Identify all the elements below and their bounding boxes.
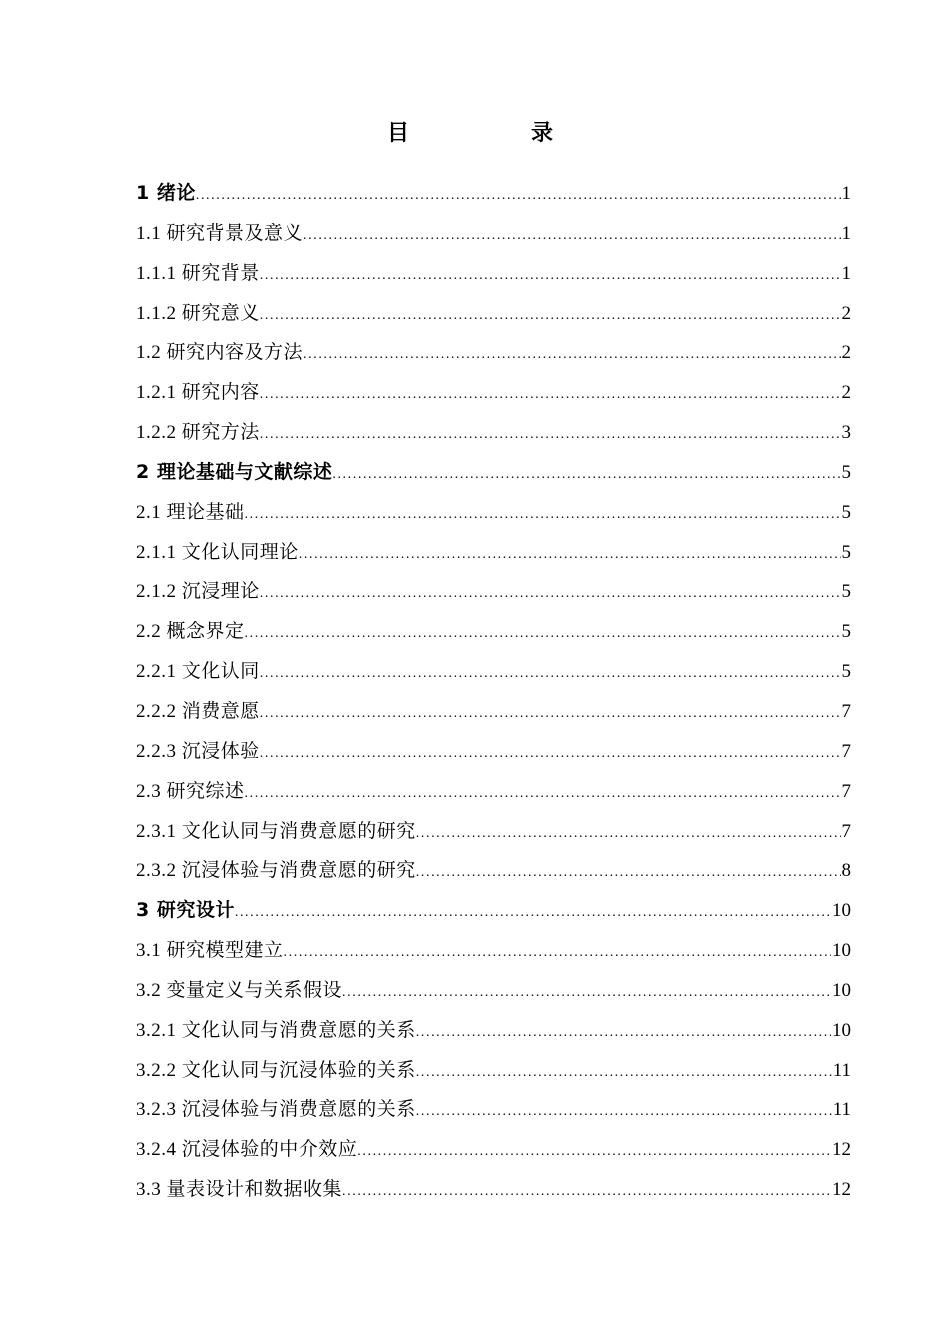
toc-entry-label: 3.2.2 文化认同与沉浸体验的关系: [136, 1059, 416, 1081]
toc-entry-label: 2.1.1 文化认同理论: [136, 541, 299, 563]
toc-dot-leader: [260, 694, 841, 734]
toc-dot-leader: [245, 774, 841, 814]
toc-page-number: 11: [832, 1099, 851, 1121]
toc-dot-leader: [416, 853, 841, 893]
toc-entry-label: 1.2.2 研究方法: [136, 422, 260, 444]
toc-page-number: 2: [841, 382, 851, 404]
toc-page-number: 7: [841, 740, 851, 762]
toc-entry[interactable]: [136, 1090, 851, 1130]
toc-page-number: 10: [832, 979, 851, 1001]
toc-page-number: 7: [841, 820, 851, 842]
toc-entry[interactable]: [136, 493, 851, 533]
toc-dot-leader: [299, 535, 841, 575]
toc-entry-label: 3 研究设计: [136, 899, 235, 922]
toc-entry[interactable]: [136, 214, 851, 254]
toc-entry[interactable]: [136, 772, 851, 812]
toc-page-number: 5: [841, 501, 851, 523]
toc-dot-leader: [303, 335, 840, 375]
toc-entry-label: 2.3.2 沉浸体验与消费意愿的研究: [136, 860, 416, 882]
toc-dot-leader: [416, 1013, 831, 1053]
toc-page-number: 1: [841, 262, 851, 284]
toc-entry[interactable]: [136, 851, 851, 891]
toc-entry-label: 2.1 理论基础: [136, 501, 245, 523]
toc-entry[interactable]: [136, 413, 851, 453]
toc-entry-label: 1.1 研究背景及意义: [136, 222, 304, 244]
toc-entry-label: 1.1.2 研究意义: [136, 302, 260, 324]
toc-entry[interactable]: [136, 572, 851, 612]
toc-entry-label: 3.1 研究模型建立: [136, 940, 284, 962]
toc-entry-label: 3.2.1 文化认同与消费意愿的关系: [136, 1019, 416, 1041]
toc-entry[interactable]: [136, 891, 851, 931]
toc-entry-label: 2.3.1 文化认同与消费意愿的研究: [136, 820, 416, 842]
toc-entry[interactable]: [136, 812, 851, 852]
toc-dot-leader: [245, 495, 841, 535]
toc-dot-leader: [260, 574, 841, 614]
toc-dot-leader: [332, 455, 840, 495]
toc-entry[interactable]: [136, 1051, 851, 1091]
toc-dot-leader: [260, 375, 841, 415]
toc-entry[interactable]: [136, 652, 851, 692]
toc-dot-leader: [260, 256, 841, 296]
toc-dot-leader: [416, 814, 841, 854]
toc-entry[interactable]: [136, 732, 851, 772]
toc-entry-label: 3.2 变量定义与关系假设: [136, 979, 343, 1001]
toc-dot-leader: [260, 734, 841, 774]
toc-page-number: 5: [841, 621, 851, 643]
toc-dot-leader: [245, 614, 841, 654]
toc-entry-label: 2.2.2 消费意愿: [136, 700, 260, 722]
toc-page-number: 5: [841, 581, 851, 603]
toc-entry-label: 2.2 概念界定: [136, 621, 245, 643]
toc-entry[interactable]: [136, 1170, 851, 1210]
toc-entry[interactable]: [136, 692, 851, 732]
toc-dot-leader: [342, 973, 831, 1013]
toc-dot-leader: [260, 296, 841, 336]
toc-entry-label: 3.2.3 沉浸体验与消费意愿的关系: [136, 1099, 416, 1121]
toc-page-number: 5: [841, 461, 851, 483]
toc-entry-label: 1 绪论: [136, 182, 196, 204]
toc-entry[interactable]: [136, 453, 851, 493]
toc-entry[interactable]: [136, 533, 851, 573]
toc-page-number: 2: [841, 342, 851, 364]
toc-dot-leader: [416, 1092, 832, 1132]
toc-dot-leader: [260, 415, 841, 455]
toc-page-number: 2: [841, 302, 851, 324]
toc-page-number: 12: [832, 1139, 851, 1161]
toc-entry-label: 1.1.1 研究背景: [136, 262, 260, 284]
toc-dot-leader: [196, 176, 841, 216]
toc-entry[interactable]: [136, 1011, 851, 1051]
toc-entry[interactable]: [136, 373, 851, 413]
toc-dot-leader: [260, 654, 841, 694]
toc-page-number: 10: [832, 1019, 851, 1041]
toc-page-number: 7: [841, 700, 851, 722]
toc-dot-leader: [284, 933, 831, 973]
toc-page-number: 1: [841, 183, 851, 204]
toc-dot-leader: [357, 1132, 831, 1172]
toc-dot-leader: [342, 1172, 831, 1212]
toc-entry[interactable]: [136, 254, 851, 294]
toc-page-number: 10: [832, 940, 851, 962]
toc-page-number: 3: [841, 422, 851, 444]
toc-dot-leader: [416, 1053, 832, 1093]
toc-page-number: 5: [841, 661, 851, 683]
toc-entry[interactable]: [136, 174, 851, 214]
toc-dot-leader: [303, 216, 840, 256]
toc-title: 目 录: [386, 121, 603, 146]
toc-entry[interactable]: [136, 294, 851, 334]
toc-entry-label: 3.3 量表设计和数据收集: [136, 1179, 343, 1201]
toc-entry[interactable]: [136, 971, 851, 1011]
toc-entry-label: 1.2 研究内容及方法: [136, 342, 304, 364]
toc-page-number: 12: [832, 1179, 851, 1201]
toc-entry-label: 2.1.2 沉浸理论: [136, 581, 260, 603]
toc-dot-leader: [235, 893, 831, 933]
toc-entry-label: 2 理论基础与文献综述: [136, 460, 333, 483]
toc-page-number: 11: [832, 1059, 851, 1081]
toc-entry-label: 3.2.4 沉浸体验的中介效应: [136, 1139, 358, 1161]
toc-page-number: 8: [841, 860, 851, 882]
toc-page-number: 1: [841, 222, 851, 244]
toc-entry[interactable]: [136, 1130, 851, 1170]
toc-page-number: 5: [841, 541, 851, 563]
toc-entry-label: 2.2.1 文化认同: [136, 661, 260, 683]
toc-entry-label: 2.3 研究综述: [136, 780, 245, 802]
toc-entry-label: 1.2.1 研究内容: [136, 382, 260, 404]
toc-page-number: 10: [832, 900, 851, 922]
toc-entry[interactable]: [136, 612, 851, 652]
toc-entry[interactable]: [136, 931, 851, 971]
toc-entry-label: 2.2.3 沉浸体验: [136, 740, 260, 762]
table-of-contents: [136, 174, 851, 1210]
toc-page-number: 7: [841, 780, 851, 802]
toc-entry[interactable]: [136, 333, 851, 373]
